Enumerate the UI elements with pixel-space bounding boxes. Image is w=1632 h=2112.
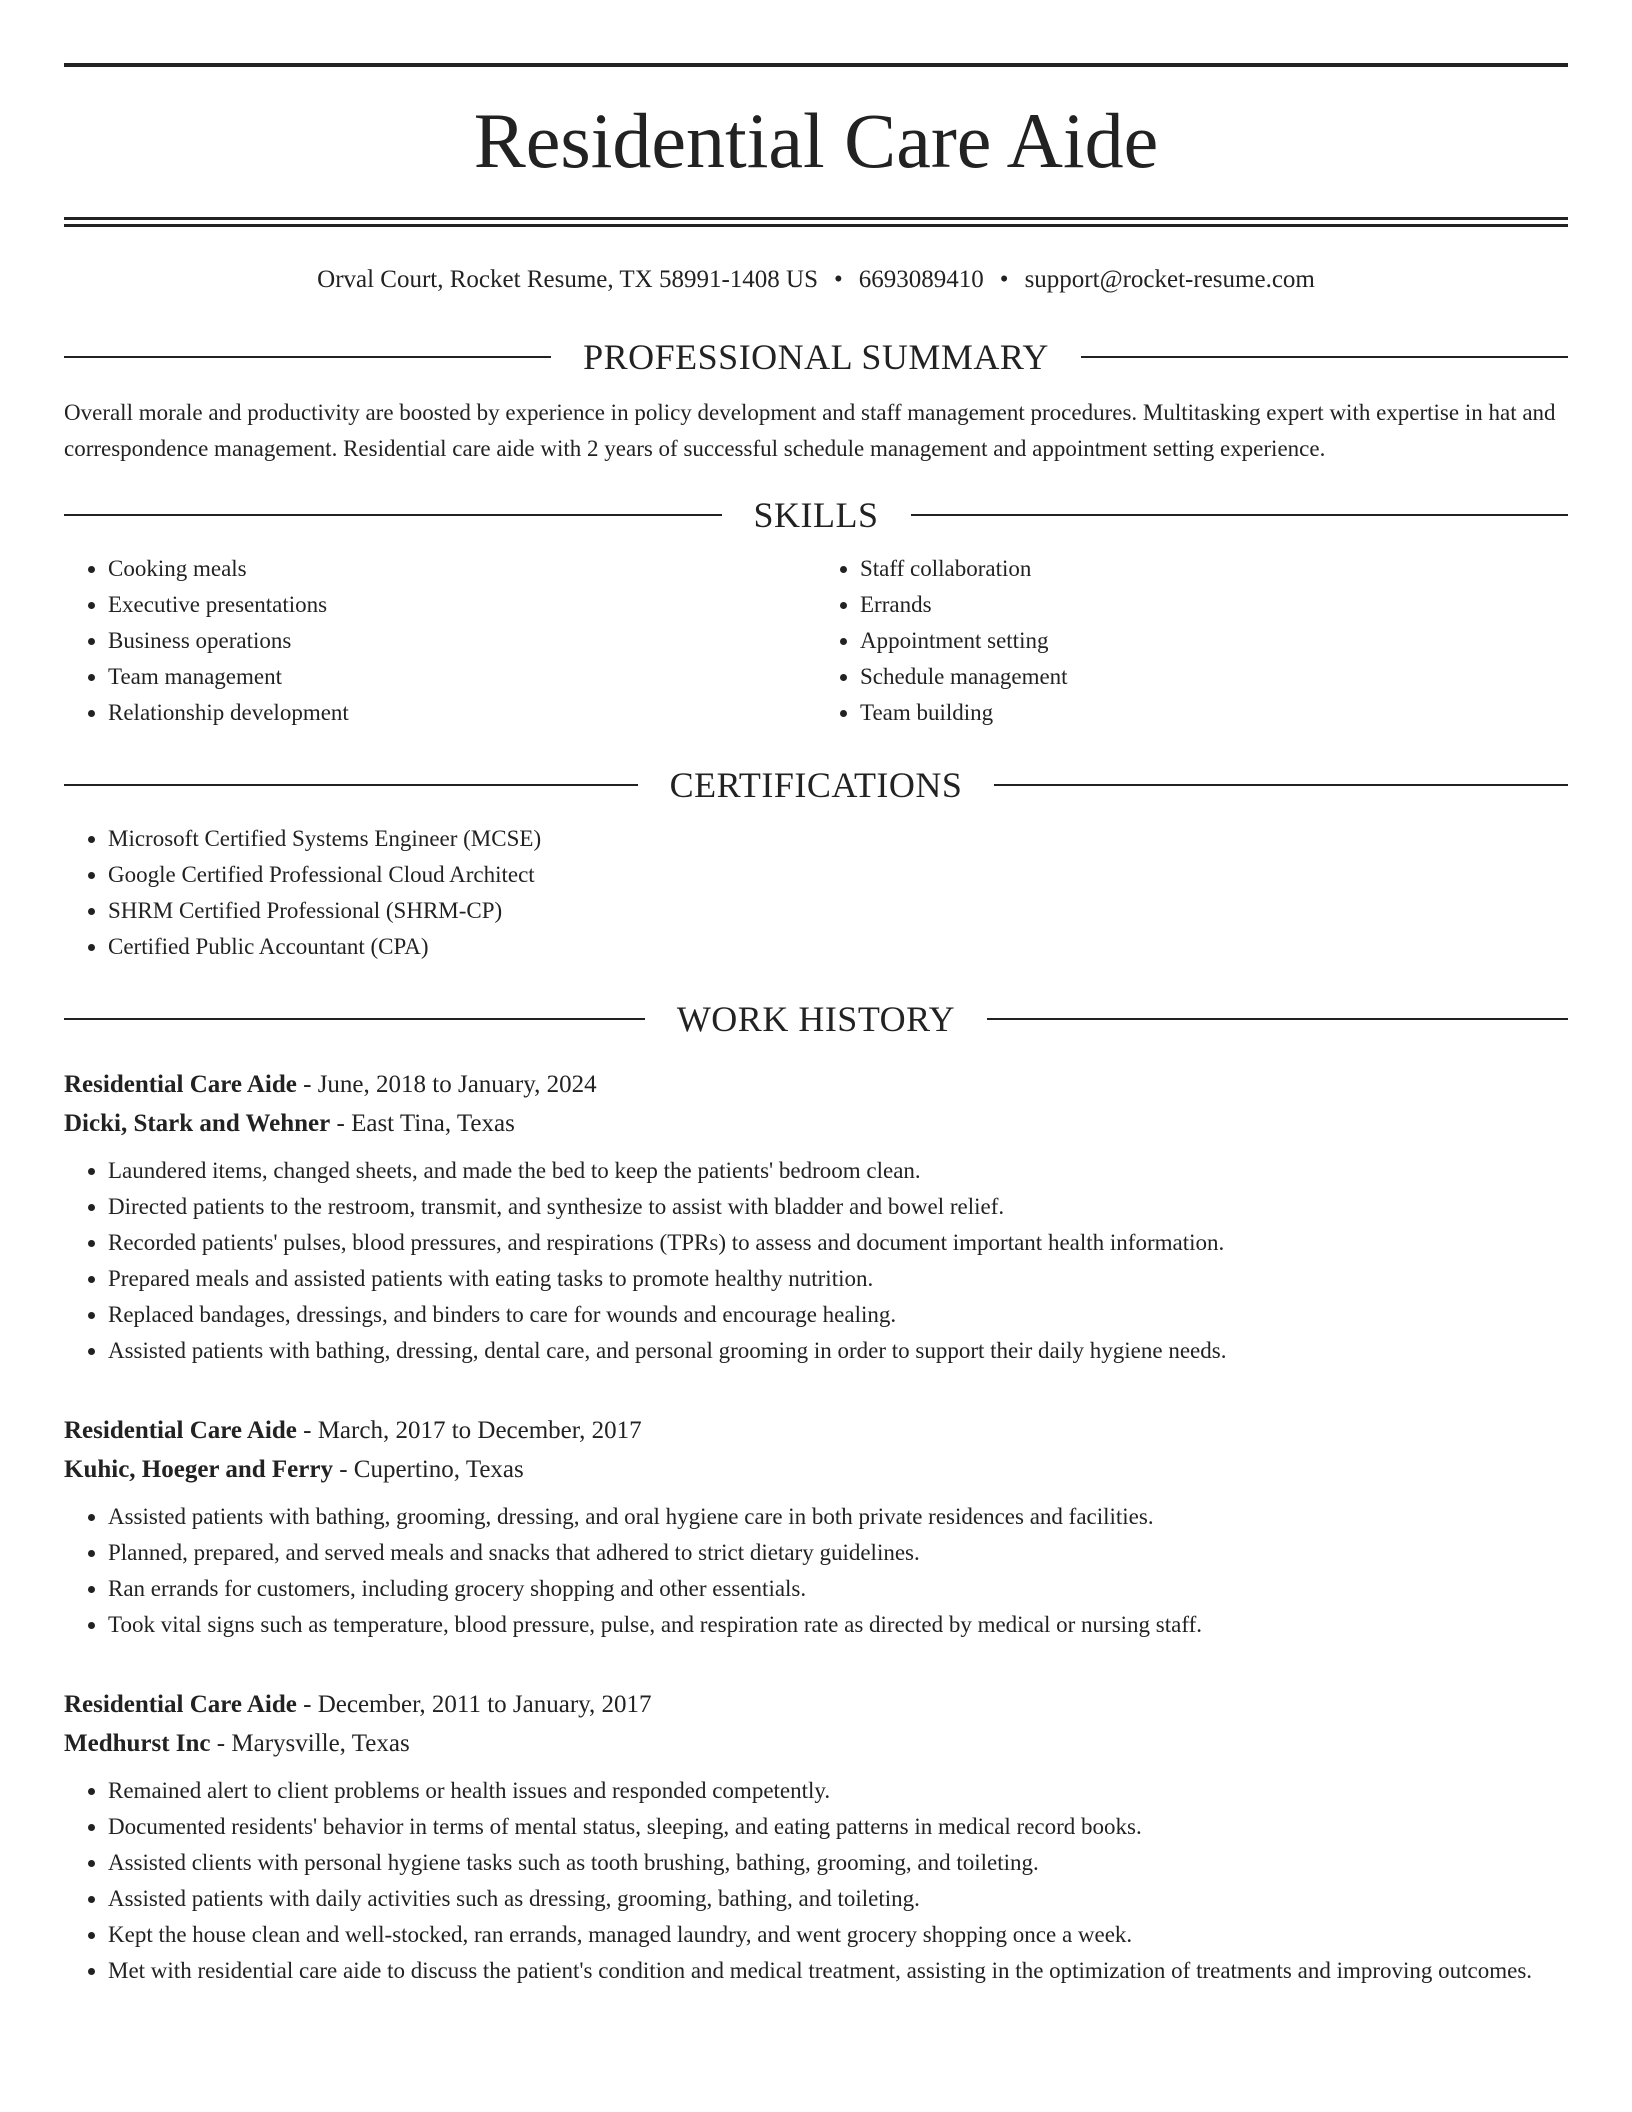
section-title: SKILLS [753, 495, 879, 535]
heading-rule [994, 784, 1568, 786]
job-bullet: • Met with residential care aide to discuss the patient's condition and medical treatment, assisting in the optimization of treatments and improving outcomes. [108, 1953, 1568, 1989]
heading-rule [64, 514, 722, 516]
section-title: WORK HISTORY [676, 999, 956, 1039]
job-bullet: • Assisted patients with daily activities such as dressing, grooming, bathing, and toileting. [108, 1881, 1568, 1917]
job-company: Medhurst Inc [64, 1730, 211, 1757]
job-title-line [64, 1685, 1568, 1724]
certification-item: • SHRM Certified Professional (SHRM-CP) [108, 893, 1568, 929]
contact-line [64, 265, 1568, 295]
skills-column-right [816, 551, 1568, 731]
job-bullet: • Took vital signs such as temperature, blood pressure, pulse, and respiration rate as directed by medical or nursing staff. [108, 1607, 1568, 1643]
job-entry [64, 1065, 1568, 1369]
job-bullet: • Recorded patients' pulses, blood pressures, and respirations (TPRs) to assess and document important health information. [108, 1225, 1568, 1261]
job-title: Residential Care Aide [64, 1691, 297, 1718]
job-bullet: • Ran errands for customers, including grocery shopping and other essentials. [108, 1571, 1568, 1607]
job-title-line [64, 1411, 1568, 1450]
job-bullet: • Kept the house clean and well-stocked, ran errands, managed laundry, and went grocery shopping once a week. [108, 1917, 1568, 1953]
job-bullet: • Assisted patients with bathing, grooming, dressing, and oral hygiene care in both private residences and facilities. [108, 1499, 1568, 1535]
job-dates: - December, 2011 to January, 2017 [296, 1691, 652, 1718]
skill-item: • Team management [108, 659, 816, 695]
skill-item: • Cooking meals [108, 551, 816, 587]
job-company-line [64, 1104, 1568, 1143]
section-heading-certifications [64, 765, 1568, 805]
certifications-list [64, 821, 1568, 965]
job-bullet: • Documented residents' behavior in terms of mental status, sleeping, and eating patterns in medical record books. [108, 1809, 1568, 1845]
section-heading-summary [64, 337, 1568, 377]
certification-item: • Microsoft Certified Systems Engineer (MCSE) [108, 821, 1568, 857]
top-rule [64, 63, 1568, 67]
skill-item: • Executive presentations [108, 587, 816, 623]
job-dates: - March, 2017 to December, 2017 [296, 1417, 642, 1444]
job-bullet: • Assisted patients with bathing, dressing, dental care, and personal grooming in order to support their daily hygiene needs. [108, 1333, 1568, 1369]
heading-rule [911, 514, 1569, 516]
job-location: - East Tina, Texas [330, 1110, 515, 1137]
heading-rule [987, 1018, 1568, 1020]
skills-list [64, 551, 1568, 731]
job-company-line [64, 1724, 1568, 1763]
skill-item: • Appointment setting [860, 623, 1568, 659]
skill-item: • Schedule management [860, 659, 1568, 695]
job-entry [64, 1411, 1568, 1643]
job-title: Residential Care Aide [64, 1071, 297, 1098]
job-bullet: • Planned, prepared, and served meals and snacks that adhered to strict dietary guidelines. [108, 1535, 1568, 1571]
skill-item: • Business operations [108, 623, 816, 659]
job-title-line [64, 1065, 1568, 1104]
certification-item: • Google Certified Professional Cloud Architect [108, 857, 1568, 893]
section-title: PROFESSIONAL SUMMARY [583, 337, 1049, 377]
job-bullet: • Remained alert to client problems or health issues and responded competently. [108, 1773, 1568, 1809]
skill-item: • Relationship development [108, 695, 816, 731]
title-double-rule [64, 217, 1568, 227]
job-bullet: • Assisted clients with personal hygiene tasks such as tooth brushing, bathing, grooming, and toileting. [108, 1845, 1568, 1881]
job-bullet: • Laundered items, changed sheets, and made the bed to keep the patients' bedroom clean. [108, 1153, 1568, 1189]
certification-item: • Certified Public Accountant (CPA) [108, 929, 1568, 965]
heading-rule [1081, 356, 1568, 358]
section-heading-skills [64, 495, 1568, 535]
skill-item: • Staff collaboration [860, 551, 1568, 587]
contact-email: support@rocket-resume.com [1024, 266, 1315, 293]
skill-item: • Errands [860, 587, 1568, 623]
skills-column-left [64, 551, 816, 731]
job-bullet: • Replaced bandages, dressings, and binders to care for wounds and encourage healing. [108, 1297, 1568, 1333]
job-company: Kuhic, Hoeger and Ferry [64, 1456, 333, 1483]
heading-rule [64, 1018, 645, 1020]
contact-separator: • [834, 266, 843, 293]
contact-address: Orval Court, Rocket Resume, TX 58991-1408 US [317, 266, 819, 293]
job-dates: - June, 2018 to January, 2024 [296, 1071, 597, 1098]
contact-phone: 6693089410 [858, 266, 984, 293]
job-company: Dicki, Stark and Wehner [64, 1110, 331, 1137]
section-title: CERTIFICATIONS [669, 765, 963, 805]
job-company-line [64, 1450, 1568, 1489]
section-heading-work-history [64, 999, 1568, 1039]
summary-paragraph: Overall morale and productivity are boosted by experience in policy development and staff management procedures. Multitasking expert with expertise in hat and correspondence management. Residential care aide with 2 years of successful schedule management and appointment setting experience. [64, 400, 1556, 461]
heading-rule [64, 356, 551, 358]
job-bullet: • Directed patients to the restroom, transmit, and synthesize to assist with bladder and bowel relief. [108, 1189, 1568, 1225]
heading-rule [64, 784, 638, 786]
page-title: Residential Care Aide [473, 97, 1159, 184]
job-location: - Cupertino, Texas [332, 1456, 524, 1483]
job-location: - Marysville, Texas [210, 1730, 410, 1757]
job-entry [64, 1685, 1568, 1989]
job-title: Residential Care Aide [64, 1417, 297, 1444]
skill-item: • Team building [860, 695, 1568, 731]
job-bullet: • Prepared meals and assisted patients with eating tasks to promote healthy nutrition. [108, 1261, 1568, 1297]
contact-separator: • [999, 266, 1009, 293]
